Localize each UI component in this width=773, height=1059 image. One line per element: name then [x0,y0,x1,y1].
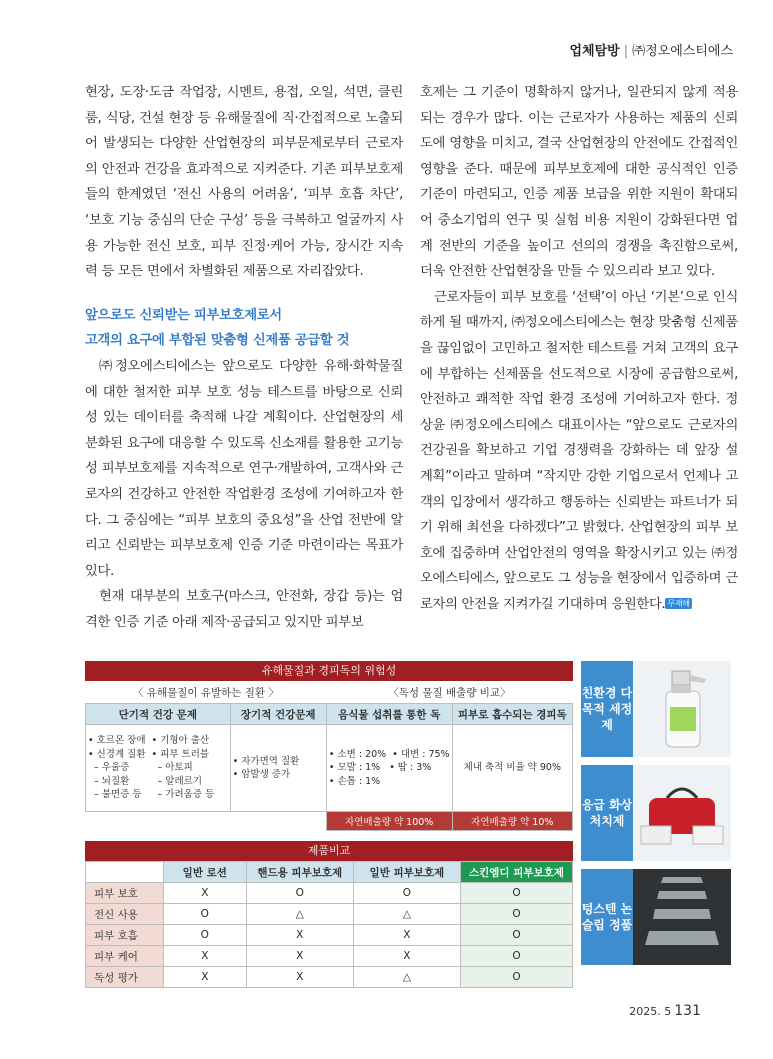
table-cell: O [460,883,572,904]
table-cell: O [460,967,572,988]
long-term-cell [230,725,326,812]
page-header: 업체탐방 | ㈜정오에스티에스 [569,44,733,59]
table-cell: △ [353,904,460,925]
list-item: – 가려움증 등 [157,789,215,801]
header-food: 음식물 섭취를 통한 독 [326,704,452,725]
table-row [86,925,573,946]
list-item: – 알레르기 [157,775,203,787]
list-item: – 우울증 [94,762,130,774]
list-item: – 뇌질환 [94,775,130,787]
first-aid-bag-icon [633,765,731,861]
table-cell: O [460,904,572,925]
table-cell: X [163,883,246,904]
comparison-header: 일반 로션 [163,862,246,883]
comparison-header [86,862,164,883]
table-row [86,967,573,988]
page-number: 131 [674,1003,701,1019]
list-item: • 암발생 증가 [232,769,291,780]
product-label: 친환경 다목적 세정제 [581,661,633,757]
table-row [86,883,573,904]
food-output: 자연배출량 약 100% [326,812,452,831]
right-column [420,80,738,617]
table-row [86,946,573,967]
comparison-header: 일반 피부보호제 [353,862,460,883]
skin-toxin-cell: 체내 축적 비율 약 90% [452,725,572,812]
row-label: 피부 호흡 [86,925,164,946]
list-item: • 호르몬 장애 [88,735,146,747]
table1-title: 유해물질과 경피독의 위험성 [85,661,573,681]
table-cell: O [246,883,353,904]
comparison-header: 스킨엠디 피부보호제 [460,862,572,883]
table-cell: O [460,946,572,967]
row-label: 전신 사용 [86,904,164,925]
list-item: – 불면증 등 [94,789,142,801]
row-label: 독성 평가 [86,967,164,988]
table-cell: X [246,946,353,967]
table-cell: △ [246,904,353,925]
left-column [85,80,403,635]
row-label: 피부 보호 [86,883,164,904]
disease-table [85,681,573,831]
table-cell: O [353,883,460,904]
food-toxin-cell [326,725,452,812]
table-cell: X [353,925,460,946]
spray-bottle-icon [633,661,731,757]
list-item: • 피부 트러블 [151,748,210,760]
product-label: 텅스텐 논슬립 정품 [581,869,633,965]
list-item: • 기형아 출산 [151,735,210,747]
right-paragraph-2-text: 근로자들이 피부 보호를 ‘선택’이 아닌 ‘기본’으로 인식하게 될 때까지, ㈜정오에스티에스는 현장 맞춤형 신제품을 끊임없이 고민하고 철저한 테스트를 거쳐 고객의 요구에 부합하는 신제품을 선도적으로 시장에 공급함으로써, 안전하고 쾌적한 작업 환경 조성에 기여하고자 한다. 정상윤 ㈜정오에스티에스 대표이사는 “앞으로도 근로자의 건강권을 확보하고 기업 경쟁력을 강화하는 데 앞장 설 계획”이라고 말하며 “작지만 강한 기업으로서 언제나 고객의 입장에서 생각하고 행동하는 신뢰받는 파트너가 되기 위해 최선을 다하겠다”고 밝혔다. 산업현장의 피부 보호에 집중하며 산업안전의 영역을 확장시키고 있는 ㈜정오에스티에스, 앞으로도 그 성능을 현장에서 입증하며 근로자의 안전을 지켜가길 기대하며 응원한다. [420,289,738,612]
table-cell: X [246,967,353,988]
product-cleaner [581,661,731,757]
list-item: • 자가면역 질환 [232,755,300,767]
row-label: 피부 케어 [86,946,164,967]
skin-output: 자연배출량 약 10% [452,812,572,831]
comparison-header: 핸드용 피부보호제 [246,862,353,883]
issue-date: 2025. 5 [629,1005,672,1018]
header-skin: 피부로 흡수되는 경피독 [452,704,572,725]
tables-block [85,661,573,988]
short-term-list-b [152,734,215,802]
list-item: • 신경계 질환 [88,748,146,760]
table-cell: X [163,967,246,988]
table-cell: O [163,904,246,925]
product-label: 응급 화상 처치제 [581,765,633,861]
table-cell: X [163,946,246,967]
table-cell: X [353,946,460,967]
stairs-icon [633,869,731,965]
header-short-term: 단기적 건강 문제 [86,704,231,725]
product-comparison-table [85,861,573,988]
header-long-term: 장기적 건강문제 [230,704,326,725]
short-term-cell [86,725,231,812]
blank-cell [86,812,327,831]
table-cell: X [246,925,353,946]
company-name: ㈜정오에스티에스 [632,44,733,59]
product-burn-kit [581,765,731,861]
disease-label: 〈 유해물질이 유발하는 질환 〉 [132,686,279,699]
list-item: – 아토피 [157,762,193,774]
subheading-line-1: 앞으로도 신뢰받는 피부보호제로서 [85,307,282,323]
toxin-label: 〈독성 물질 배출량 비교〉 [388,686,511,699]
table-cell: O [163,925,246,946]
list-item: • 손톱 : 1% [328,775,381,787]
list-item: • 소변 : 20% • 대변 : 75% [328,748,450,760]
page-footer [629,1003,701,1019]
left-paragraph-3: 현재 대부분의 보호구(마스크, 안전화, 장갑 등)는 엄격한 인증 기준 아래 제작·공급되고 있지만 피부보 [85,589,403,630]
right-paragraph-1: 호제는 그 기준이 명확하지 않거나, 일관되지 않게 적용되는 경우가 많다. 이는 근로자가 사용하는 제품의 신뢰도에 영향을 미치고, 결국 산업현장의 안전에도 간접적인 영향을 준다. 때문에 피부보호제에 대한 공식적인 인증 기준이 마련되고, 인증 제품 보급을 위한 지원이 확대되어 중소기업의 연구 및 실험 비용 지원이 강화된다면 업계 전반의 기준을 높이고 선의의 경쟁을 촉진함으로써, 더욱 안전한 산업현장을 만들 수 있으리라 보고 있다. [420,85,738,280]
list-item: • 모발 : 1% • 땀 : 3% [328,762,432,774]
left-paragraph-1: 현장, 도장·도금 작업장, 시멘트, 용접, 오일, 석면, 클린룸, 식당, 건설 현장 등 유해물질에 직·간접적으로 노출되어 발생되는 다양한 산업현장의 피부문제로부터 근로자의 안전과 건강을 효과적으로 지켜준다. 기존 피부보호제들의 한계였던 ‘전신 사용의 어려움’, ‘피부 호흡 차단’, ‘보호 기능 중심의 단순 구성’ 등을 극복하고 얼굴까지 사용 가능한 전신 보호, 피부 진정·케어 가능, 장시간 지속력 등 모든 면에서 차별화된 제품으로 자리잡았다. [85,85,403,280]
table-row [86,904,573,925]
subheading-line-2: 고객의 요구에 부합된 맞춤형 신제품 공급할 것 [85,333,350,349]
table2-title: 제품비교 [85,841,573,861]
short-term-list-a [88,734,146,802]
table-cell: O [460,925,572,946]
end-logo-icon: 무재해 [667,599,690,609]
product-nonslip [581,869,731,965]
section-title: 업체탐방 [569,44,620,59]
right-paragraph-2 [420,285,738,618]
table-cell: △ [353,967,460,988]
left-paragraph-2: ㈜정오에스티에스는 앞으로도 다양한 유해·화학물질에 대한 철저한 피부 보호 성능 테스트를 바탕으로 신뢰성 있는 데이터를 축적해 나갈 계획이다. 산업현장의 세분화된 요구에 대응할 수 있도록 신소재를 활용한 고기능성 피부보호제를 지속적으로 연구·개발하여, 고객사와 근로자의 건강하고 안전한 작업환경 조성에 기여하고자 한다. 그 중심에는 “피부 보호의 중요성”을 산업 전반에 알리고 신뢰받는 피부보호제 인증 기준 마련이라는 목표가 있다. [85,358,403,579]
